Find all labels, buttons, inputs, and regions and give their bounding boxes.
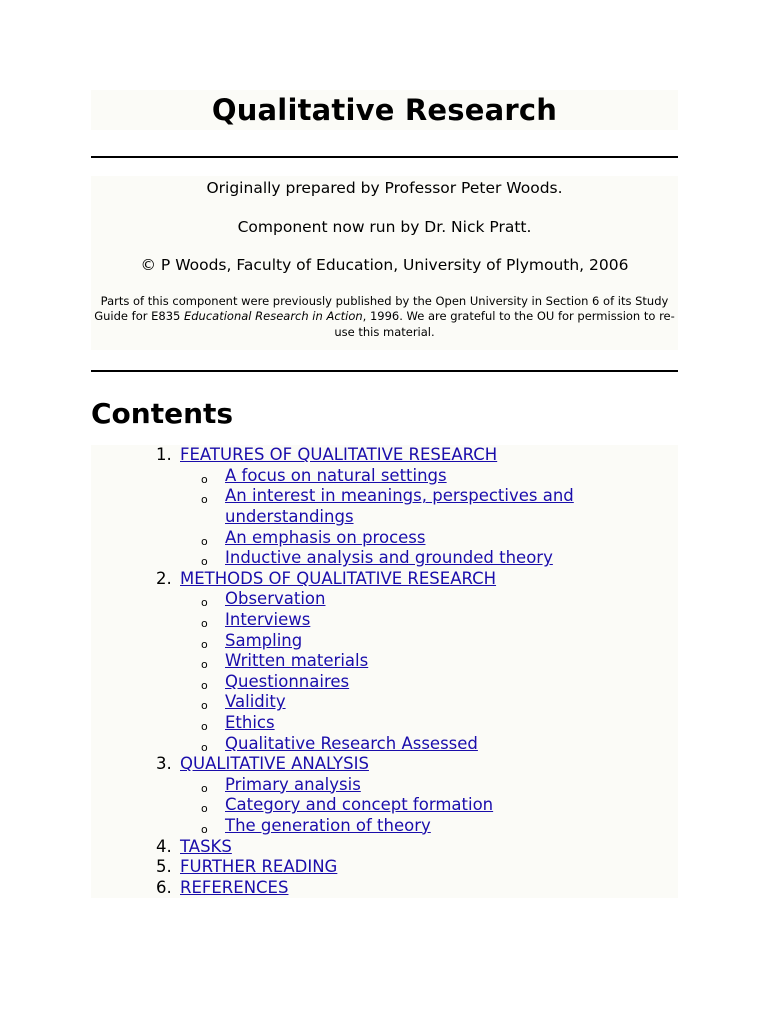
contents-heading: Contents xyxy=(91,397,234,431)
toc-sublink[interactable]: A focus on natural settings xyxy=(225,465,447,485)
toc-item xyxy=(91,445,678,569)
toc-sublink[interactable]: Inductive analysis and grounded theory xyxy=(225,548,553,568)
circle-bullet-icon: o xyxy=(201,802,208,816)
toc-subitem xyxy=(180,713,593,734)
page-title: Qualitative Research xyxy=(211,93,558,127)
circle-bullet-icon: o xyxy=(201,596,208,610)
toc-link[interactable]: REFERENCES xyxy=(180,877,289,897)
toc-item-number: 6. xyxy=(156,877,172,897)
toc-link[interactable]: TASKS xyxy=(180,836,232,856)
circle-bullet-icon: o xyxy=(201,555,208,569)
toc-sublink[interactable]: Ethics xyxy=(225,712,275,732)
toc-subitem xyxy=(180,528,593,549)
toc-subitem xyxy=(180,734,593,755)
toc-subitem xyxy=(180,631,593,652)
copyright-line: © P Woods, Faculty of Education, University of Plymouth, 2006 xyxy=(140,256,629,274)
divider-bottom xyxy=(91,370,678,372)
toc-sublink[interactable]: Qualitative Research Assessed xyxy=(225,733,478,753)
note-text-start: Parts of this component were previously published by the Open University in Section 6 of its Study Guide for E835 xyxy=(94,294,669,324)
toc-sublink[interactable]: Sampling xyxy=(225,630,303,650)
publication-note xyxy=(91,294,678,340)
toc-item xyxy=(91,569,678,754)
circle-bullet-icon: o xyxy=(201,781,208,795)
note-book-title: Educational Research in Action xyxy=(183,309,363,324)
circle-bullet-icon: o xyxy=(201,534,208,548)
toc-item-number: 2. xyxy=(156,568,172,588)
circle-bullet-icon: o xyxy=(201,616,208,630)
toc-sublink[interactable]: Written materials xyxy=(225,651,369,671)
toc-sublink[interactable]: Interviews xyxy=(225,609,311,629)
credit-current-lead: Component now run by Dr. Nick Pratt. xyxy=(237,218,532,236)
toc-sublink[interactable]: An interest in meanings, perspectives and understandings xyxy=(225,486,574,526)
toc-item xyxy=(91,837,678,858)
circle-bullet-icon: o xyxy=(201,678,208,692)
toc-sublink[interactable]: An emphasis on process xyxy=(225,527,426,547)
toc-sublist xyxy=(180,466,678,569)
toc-subitem xyxy=(180,466,593,487)
toc-subitem xyxy=(180,692,593,713)
circle-bullet-icon: o xyxy=(201,658,208,672)
note-text-end: , 1996. We are grateful to the OU for permission to re-use this material. xyxy=(334,309,675,339)
circle-bullet-icon: o xyxy=(201,493,208,507)
toc-link[interactable]: METHODS OF QUALITATIVE RESEARCH xyxy=(180,568,497,588)
toc-subitem xyxy=(180,795,593,816)
circle-bullet-icon: o xyxy=(201,740,208,754)
toc-link[interactable]: FEATURES OF QUALITATIVE RESEARCH xyxy=(180,445,498,465)
circle-bullet-icon: o xyxy=(201,637,208,651)
toc-sublink[interactable]: Category and concept formation xyxy=(225,795,494,815)
toc-item-number: 4. xyxy=(156,836,172,856)
toc-item-number: 3. xyxy=(156,754,172,774)
toc-sublist xyxy=(180,589,678,754)
circle-bullet-icon: o xyxy=(201,472,208,486)
toc-subitem xyxy=(180,651,593,672)
toc-sublink[interactable]: Validity xyxy=(225,692,286,712)
document-page xyxy=(91,90,678,898)
toc-sublist xyxy=(180,775,678,837)
toc-sublink[interactable]: The generation of theory xyxy=(225,815,431,835)
toc-subitem xyxy=(180,548,593,569)
toc-subitem xyxy=(180,589,593,610)
toc-link[interactable]: FURTHER READING xyxy=(180,857,338,877)
toc-item xyxy=(91,857,678,878)
toc-sublink[interactable]: Primary analysis xyxy=(225,774,361,794)
toc-item xyxy=(91,754,678,836)
toc-subitem xyxy=(180,775,593,796)
toc-subitem xyxy=(180,672,593,693)
toc-item xyxy=(91,878,678,899)
toc-subitem xyxy=(180,816,593,837)
toc-item-number: 5. xyxy=(156,857,172,877)
toc-item-number: 1. xyxy=(156,445,172,465)
title-band xyxy=(91,90,678,130)
toc-sublink[interactable]: Observation xyxy=(225,589,326,609)
circle-bullet-icon: o xyxy=(201,699,208,713)
toc-subitem xyxy=(180,610,593,631)
credits-block xyxy=(91,176,678,350)
credit-original-author: Originally prepared by Professor Peter Woods. xyxy=(206,179,563,197)
circle-bullet-icon: o xyxy=(201,719,208,733)
toc-link[interactable]: QUALITATIVE ANALYSIS xyxy=(180,754,369,774)
divider-top xyxy=(91,156,678,158)
circle-bullet-icon: o xyxy=(201,822,208,836)
toc-sublink[interactable]: Questionnaires xyxy=(225,671,350,691)
table-of-contents xyxy=(91,445,678,898)
toc-subitem xyxy=(180,486,593,527)
